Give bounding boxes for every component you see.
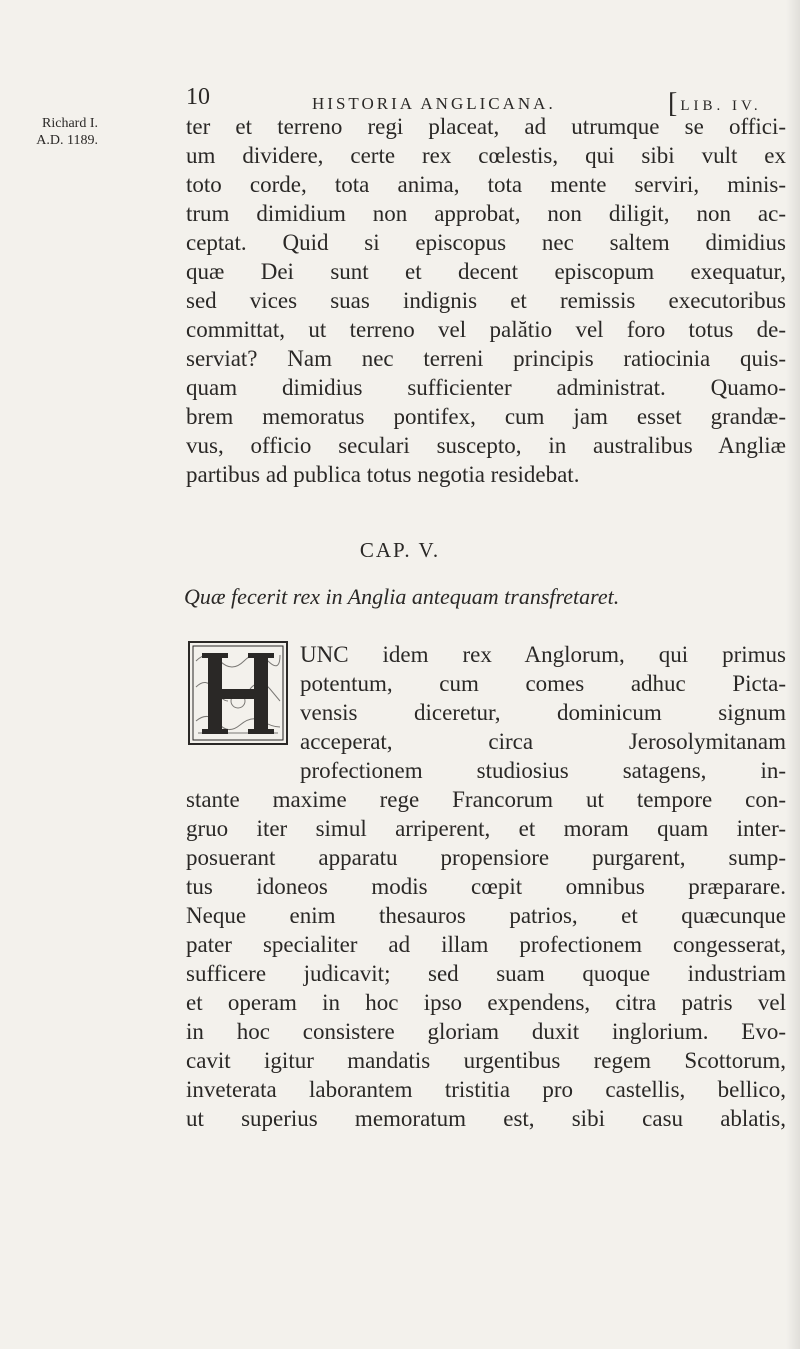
text-line: ut superius memoratum est, sibi casu ablatis, <box>186 1106 786 1131</box>
text-line: profectionem studiosius satagens, in- <box>300 758 786 783</box>
text-line: stante maxime rege Francorum ut tempore con- <box>186 787 786 812</box>
running-title: HISTORIA ANGLICANA. <box>312 94 556 113</box>
text-line: tus idoneos modis cœpit omnibus præparare. <box>186 874 786 899</box>
text-line: brem memoratus pontifex, cum jam esset grandæ- <box>186 404 786 429</box>
text-line: cavit igitur mandatis urgentibus regem Scottorum, <box>186 1048 786 1073</box>
text-line: toto corde, tota anima, tota mente serviri, minis- <box>186 172 786 197</box>
page-number: 10 <box>186 84 210 110</box>
text-line: committat, ut terreno vel palătio vel foro totus de- <box>186 317 786 342</box>
chapter-heading: CAP. V. <box>359 538 441 562</box>
text-line: in hoc consistere gloriam duxit inglorium. Evo- <box>186 1019 786 1044</box>
page-edge-shadow <box>786 0 800 1349</box>
text-line: potentum, cum comes adhuc Picta- <box>300 671 786 696</box>
text-line: quam dimidius sufficienter administrat. Quamo- <box>186 375 786 400</box>
text-line: trum dimidium non approbat, non diligit, non ac- <box>186 201 786 226</box>
text-line: acceperat, circa Jerosolymitanam <box>300 729 786 754</box>
text-line: posuerant apparatu propensiore purgarent, sump- <box>186 845 786 870</box>
text-line: gruo iter simul arriperent, et moram quam inter- <box>186 816 786 841</box>
chapter-body <box>186 785 786 1133</box>
text-line: UNC idem rex Anglorum, qui primus <box>300 642 786 667</box>
ornamental-initial-H-icon <box>188 641 288 745</box>
book-marker-bracket: [ <box>668 88 681 119</box>
book-marker-label: LIB. IV. <box>680 98 762 114</box>
top-paragraph <box>186 112 786 489</box>
text-line: serviat? Nam nec terreni principis ratiocinia quis- <box>186 346 786 371</box>
text-line: um dividere, certe rex cœlestis, qui sibi vult ex <box>186 143 786 168</box>
text-line: pater specialiter ad illam profectionem congesserat, <box>186 932 786 957</box>
chapter-opening-lines <box>300 640 786 785</box>
text-line: partibus ad publica totus negotia residebat. <box>186 462 580 487</box>
margin-note-year: A.D. 1189. <box>36 133 98 148</box>
margin-note-king: Richard I. <box>42 116 98 131</box>
margin-note <box>8 115 98 149</box>
text-line: sed vices suas indignis et remissis executoribus <box>186 288 786 313</box>
text-line: et operam in hoc ipso expendens, citra patris vel <box>186 990 786 1015</box>
chapter-subtitle: Quæ fecerit rex in Anglia antequam transfretaret. <box>184 584 620 609</box>
text-line: vus, officio seculari suscepto, in australibus Angliæ <box>186 433 786 458</box>
text-line: sufficere judicavit; sed suam quoque industriam <box>186 961 786 986</box>
text-line: ceptat. Quid si episcopus nec saltem dimidius <box>186 230 786 255</box>
text-line: ter et terreno regi placeat, ad utrumque se offici- <box>186 114 786 139</box>
text-line: vensis diceretur, dominicum signum <box>300 700 786 725</box>
text-line: inveterata laborantem tristitia pro castellis, bellico, <box>186 1077 786 1102</box>
text-line: Neque enim thesauros patrios, et quæcunque <box>186 903 786 928</box>
text-line: quæ Dei sunt et decent episcopum exequatur, <box>186 259 786 284</box>
